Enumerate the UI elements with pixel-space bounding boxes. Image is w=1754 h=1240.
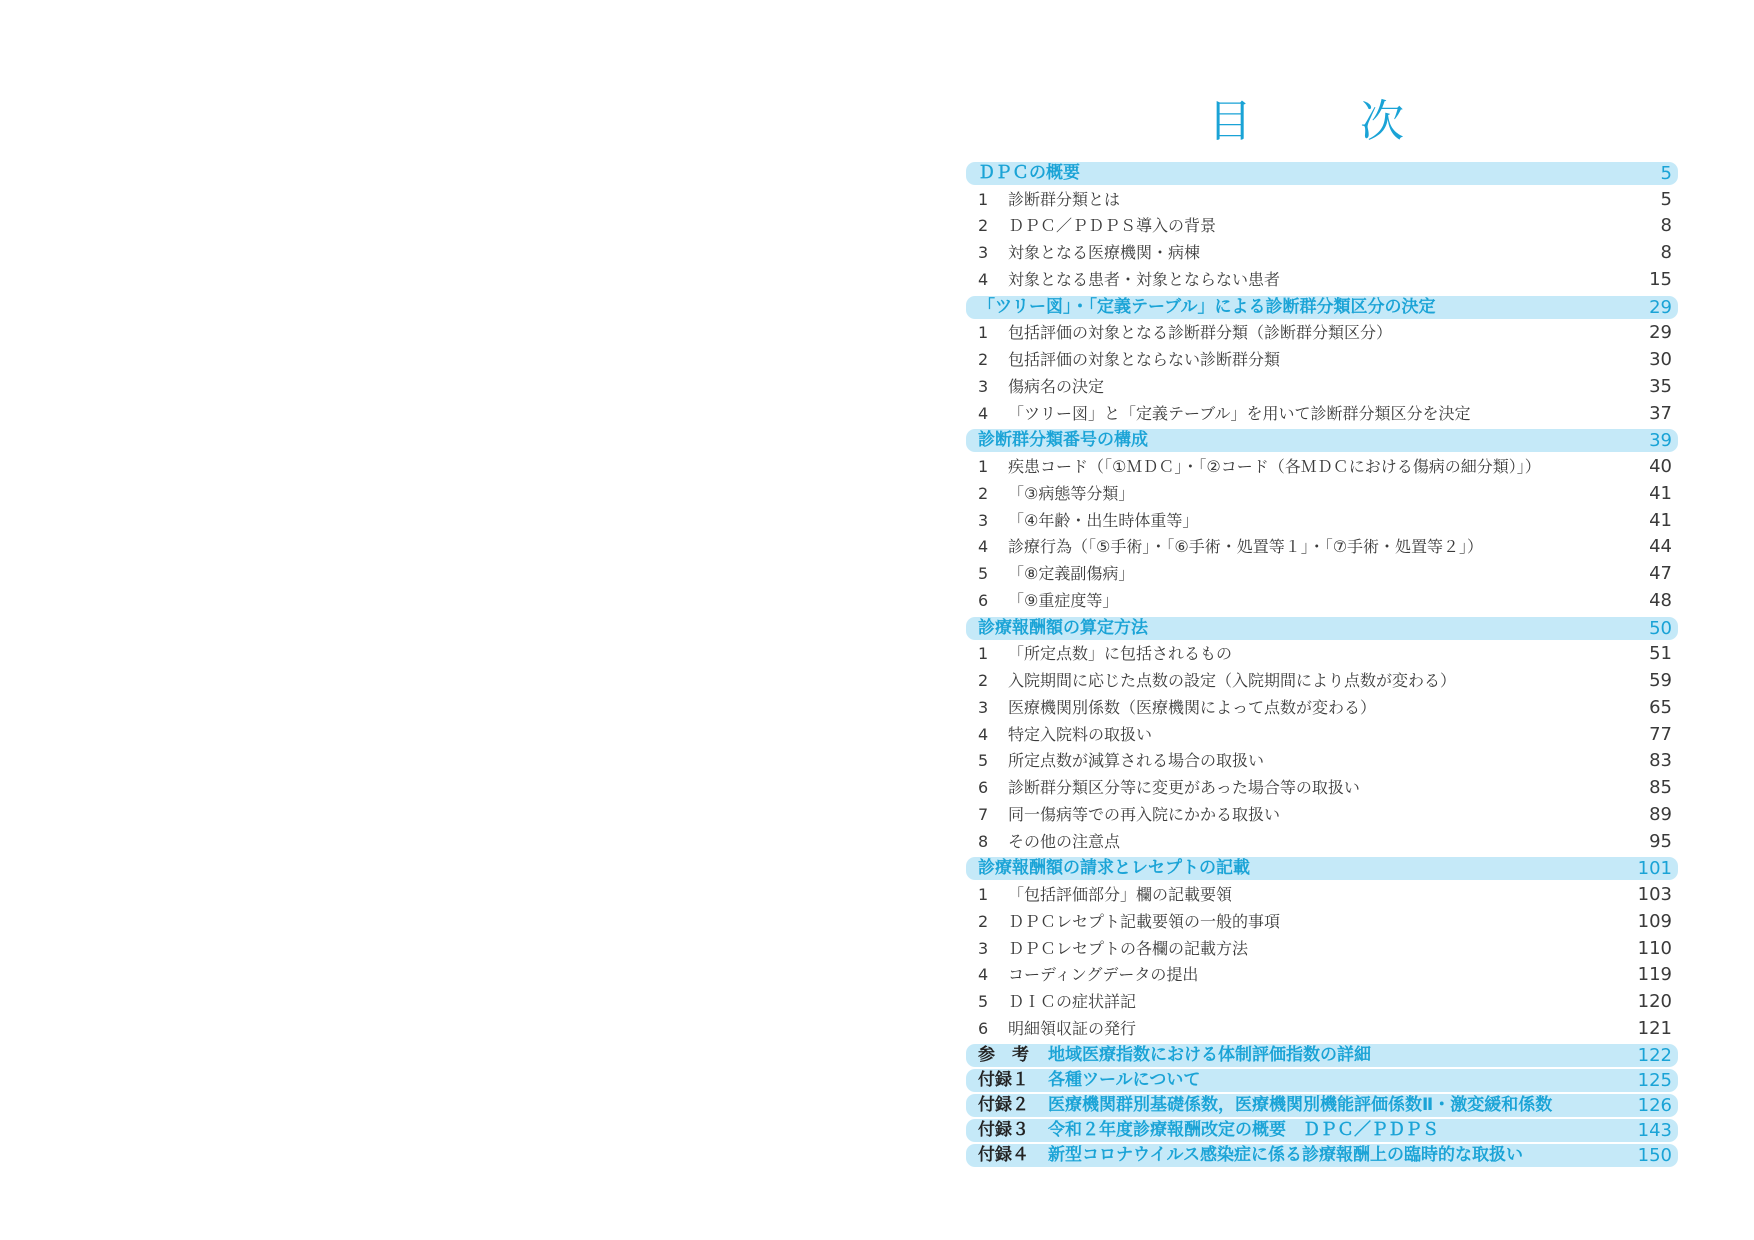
entry-title: 疾患コード（「①ＭＤＣ」・「②コード（各ＭＤＣにおける傷病の細分類）」） — [1008, 457, 1541, 477]
toc-entry[interactable] — [966, 534, 1678, 561]
entry-number: 4 — [978, 269, 989, 289]
entry-title: 入院期間に応じた点数の設定（入院期間により点数が変わる） — [1008, 671, 1457, 691]
entry-title: 所定点数が減算される場合の取扱い — [1008, 751, 1265, 771]
appendix-tag: 付録３ — [978, 1120, 1029, 1141]
appendix-title: 医療機関群別基礎係数，医療機関別機能評価係数Ⅱ・激変緩和係数 — [1048, 1095, 1553, 1116]
toc-section-heading[interactable] — [966, 162, 1678, 185]
page-number: 48 — [1649, 589, 1672, 611]
page-number: 125 — [1637, 1070, 1672, 1092]
toc-entry[interactable] — [966, 588, 1678, 615]
entry-title: 対象となる医療機関・病棟 — [1008, 243, 1201, 263]
page-number: 50 — [1649, 617, 1672, 639]
page-number: 120 — [1637, 991, 1672, 1013]
appendix-title: 地域医療指数における体制評価指数の詳細 — [1048, 1045, 1371, 1066]
entry-number: 5 — [978, 564, 989, 584]
page-number: 101 — [1637, 858, 1672, 880]
toc-entry[interactable] — [966, 561, 1678, 588]
toc-appendix[interactable] — [966, 1144, 1678, 1167]
toc-entry[interactable] — [966, 936, 1678, 963]
toc-entry[interactable] — [966, 1016, 1678, 1043]
section-title: ＤＰＣの概要 — [978, 162, 1080, 183]
page-number: 5 — [1660, 188, 1672, 210]
entry-title: 「ツリー図」と「定義テーブル」を用いて診断群分類区分を決定 — [1008, 403, 1471, 423]
entry-title: 医療機関別係数（医療機関によって点数が変わる） — [1008, 697, 1377, 717]
toc-appendix[interactable] — [966, 1069, 1678, 1092]
page-number: 77 — [1649, 723, 1672, 745]
toc-entry[interactable] — [966, 374, 1678, 401]
entry-number: 3 — [978, 376, 989, 396]
toc-appendix[interactable] — [966, 1044, 1678, 1067]
entry-title: 「包括評価部分」欄の記載要領 — [1008, 885, 1233, 905]
toc-entry[interactable] — [966, 454, 1678, 481]
section-title: 診療報酬額の算定方法 — [978, 617, 1148, 638]
page-number: 5 — [1660, 162, 1672, 184]
entry-number: 2 — [978, 671, 989, 691]
entry-title: 「③病態等分類」 — [1008, 483, 1135, 503]
page-number: 119 — [1637, 964, 1672, 986]
toc-entry[interactable] — [966, 481, 1678, 508]
entry-number: 2 — [978, 911, 989, 931]
toc-section-heading[interactable] — [966, 429, 1678, 452]
entry-number: 1 — [978, 457, 989, 477]
page-number: 40 — [1649, 456, 1672, 478]
entry-number: 3 — [978, 697, 989, 717]
entry-title: 「所定点数」に包括されるもの — [1008, 644, 1233, 664]
entry-title: ＤＩＣの症状詳記 — [1008, 992, 1137, 1012]
toc-entry[interactable] — [966, 829, 1678, 856]
entry-number: 3 — [978, 510, 989, 530]
toc-entry[interactable] — [966, 320, 1678, 347]
toc-entry[interactable] — [966, 641, 1678, 668]
table-of-contents — [966, 160, 1678, 1169]
entry-number: 5 — [978, 751, 989, 771]
toc-entry[interactable] — [966, 962, 1678, 989]
toc-entry[interactable] — [966, 775, 1678, 802]
page-number: 121 — [1637, 1017, 1672, 1039]
page-number: 29 — [1649, 322, 1672, 344]
entry-title: その他の注意点 — [1008, 831, 1121, 851]
appendix-tag: 参 考 — [978, 1045, 1029, 1066]
entry-number: 4 — [978, 537, 989, 557]
toc-entry[interactable] — [966, 882, 1678, 909]
toc-appendix[interactable] — [966, 1119, 1678, 1142]
entry-number: 2 — [978, 216, 989, 236]
entry-title: 包括評価の対象とならない診断群分類 — [1008, 350, 1281, 370]
toc-entry[interactable] — [966, 213, 1678, 240]
toc-entry[interactable] — [966, 748, 1678, 775]
page-number: 103 — [1637, 884, 1672, 906]
page-number: 150 — [1637, 1145, 1672, 1167]
entry-number: 1 — [978, 885, 989, 905]
entry-number: 3 — [978, 243, 989, 263]
entry-title: 傷病名の決定 — [1008, 376, 1105, 396]
page-number: 30 — [1649, 349, 1672, 371]
entry-title: ＤＰＣ／ＰＤＰＳ導入の背景 — [1008, 216, 1217, 236]
entry-number: 1 — [978, 189, 989, 209]
page-number: 85 — [1649, 777, 1672, 799]
entry-title: 診断群分類とは — [1008, 189, 1121, 209]
entry-number: 4 — [978, 724, 989, 744]
entry-title: 「④年齢・出生時体重等」 — [1008, 510, 1199, 530]
appendix-tag: 付録１ — [978, 1070, 1029, 1091]
page-number: 59 — [1649, 670, 1672, 692]
section-title: 診断群分類番号の構成 — [978, 430, 1148, 451]
page-number: 83 — [1649, 750, 1672, 772]
page-number: 143 — [1637, 1120, 1672, 1142]
entry-title: ＤＰＣレセプト記載要領の一般的事項 — [1008, 911, 1281, 931]
page-number: 8 — [1660, 242, 1672, 264]
toc-entry[interactable] — [966, 267, 1678, 294]
toc-entry[interactable] — [966, 401, 1678, 428]
page-number: 37 — [1649, 402, 1672, 424]
toc-entry[interactable] — [966, 240, 1678, 267]
entry-number: 1 — [978, 323, 989, 343]
appendix-title: 新型コロナウイルス感染症に係る診療報酬上の臨時的な取扱い — [1048, 1145, 1523, 1166]
appendix-tag: 付録２ — [978, 1095, 1029, 1116]
entry-title: 包括評価の対象となる診断群分類（診断群分類区分） — [1008, 323, 1393, 343]
section-title: 「ツリー図」・「定義テーブル」による診断群分類区分の決定 — [978, 296, 1436, 317]
toc-section-heading[interactable] — [966, 857, 1678, 880]
entry-title: 対象となる患者・対象とならない患者 — [1008, 269, 1281, 289]
page-title: 目 次 — [1208, 96, 1436, 147]
toc-section-heading[interactable] — [966, 617, 1678, 640]
page-number: 41 — [1649, 482, 1672, 504]
section-title: 診療報酬額の請求とレセプトの記載 — [978, 858, 1250, 879]
page-number: 95 — [1649, 830, 1672, 852]
page-number: 8 — [1660, 215, 1672, 237]
toc-entry[interactable] — [966, 722, 1678, 749]
entry-number: 4 — [978, 403, 989, 423]
toc-entry[interactable] — [966, 508, 1678, 535]
entry-number: 6 — [978, 1018, 989, 1038]
page-number: 110 — [1637, 937, 1672, 959]
appendix-title: 令和２年度診療報酬改定の概要 ＤＰＣ／ＰＤＰＳ — [1048, 1120, 1439, 1141]
entry-number: 5 — [978, 992, 989, 1012]
page-number: 41 — [1649, 509, 1672, 531]
page-number: 15 — [1649, 268, 1672, 290]
page-number: 109 — [1637, 910, 1672, 932]
entry-number: 3 — [978, 938, 989, 958]
toc-entry[interactable] — [966, 802, 1678, 829]
entry-number: 2 — [978, 350, 989, 370]
appendix-tag: 付録４ — [978, 1145, 1029, 1166]
entry-title: 特定入院料の取扱い — [1008, 724, 1153, 744]
toc-appendix[interactable] — [966, 1094, 1678, 1117]
entry-number: 8 — [978, 831, 989, 851]
page-number: 126 — [1637, 1095, 1672, 1117]
entry-title: ＤＰＣレセプトの各欄の記載方法 — [1008, 938, 1249, 958]
page-number: 44 — [1649, 536, 1672, 558]
entry-number: 2 — [978, 483, 989, 503]
entry-title: 「⑧定義副傷病」 — [1008, 564, 1135, 584]
entry-number: 6 — [978, 778, 989, 798]
entry-number: 4 — [978, 965, 989, 985]
page-number: 29 — [1649, 296, 1672, 318]
entry-title: 同一傷病等での再入院にかかる取扱い — [1008, 804, 1281, 824]
page-number: 89 — [1649, 803, 1672, 825]
entry-title: 「⑨重症度等」 — [1008, 590, 1119, 610]
entry-number: 1 — [978, 644, 989, 664]
page-number: 39 — [1649, 430, 1672, 452]
entry-title: コーディングデータの提出 — [1008, 965, 1199, 985]
entry-number: 6 — [978, 590, 989, 610]
entry-title: 診断群分類区分等に変更があった場合等の取扱い — [1008, 778, 1360, 798]
toc-entry[interactable] — [966, 347, 1678, 374]
toc-entry[interactable] — [966, 909, 1678, 936]
toc-section-heading[interactable] — [966, 296, 1678, 319]
page-number: 47 — [1649, 563, 1672, 585]
entry-title: 診療行為（「⑤手術」・「⑥手術・処置等１」・「⑦手術・処置等２」） — [1008, 537, 1484, 557]
entry-title: 明細領収証の発行 — [1008, 1018, 1137, 1038]
page-number: 122 — [1637, 1045, 1672, 1067]
toc-entry[interactable] — [966, 989, 1678, 1016]
entry-number: 7 — [978, 804, 989, 824]
toc-entry[interactable] — [966, 695, 1678, 722]
appendix-title: 各種ツールについて — [1048, 1070, 1201, 1091]
toc-entry[interactable] — [966, 668, 1678, 695]
page-number: 35 — [1649, 375, 1672, 397]
page-number: 65 — [1649, 696, 1672, 718]
page-number: 51 — [1649, 643, 1672, 665]
toc-entry[interactable] — [966, 187, 1678, 214]
